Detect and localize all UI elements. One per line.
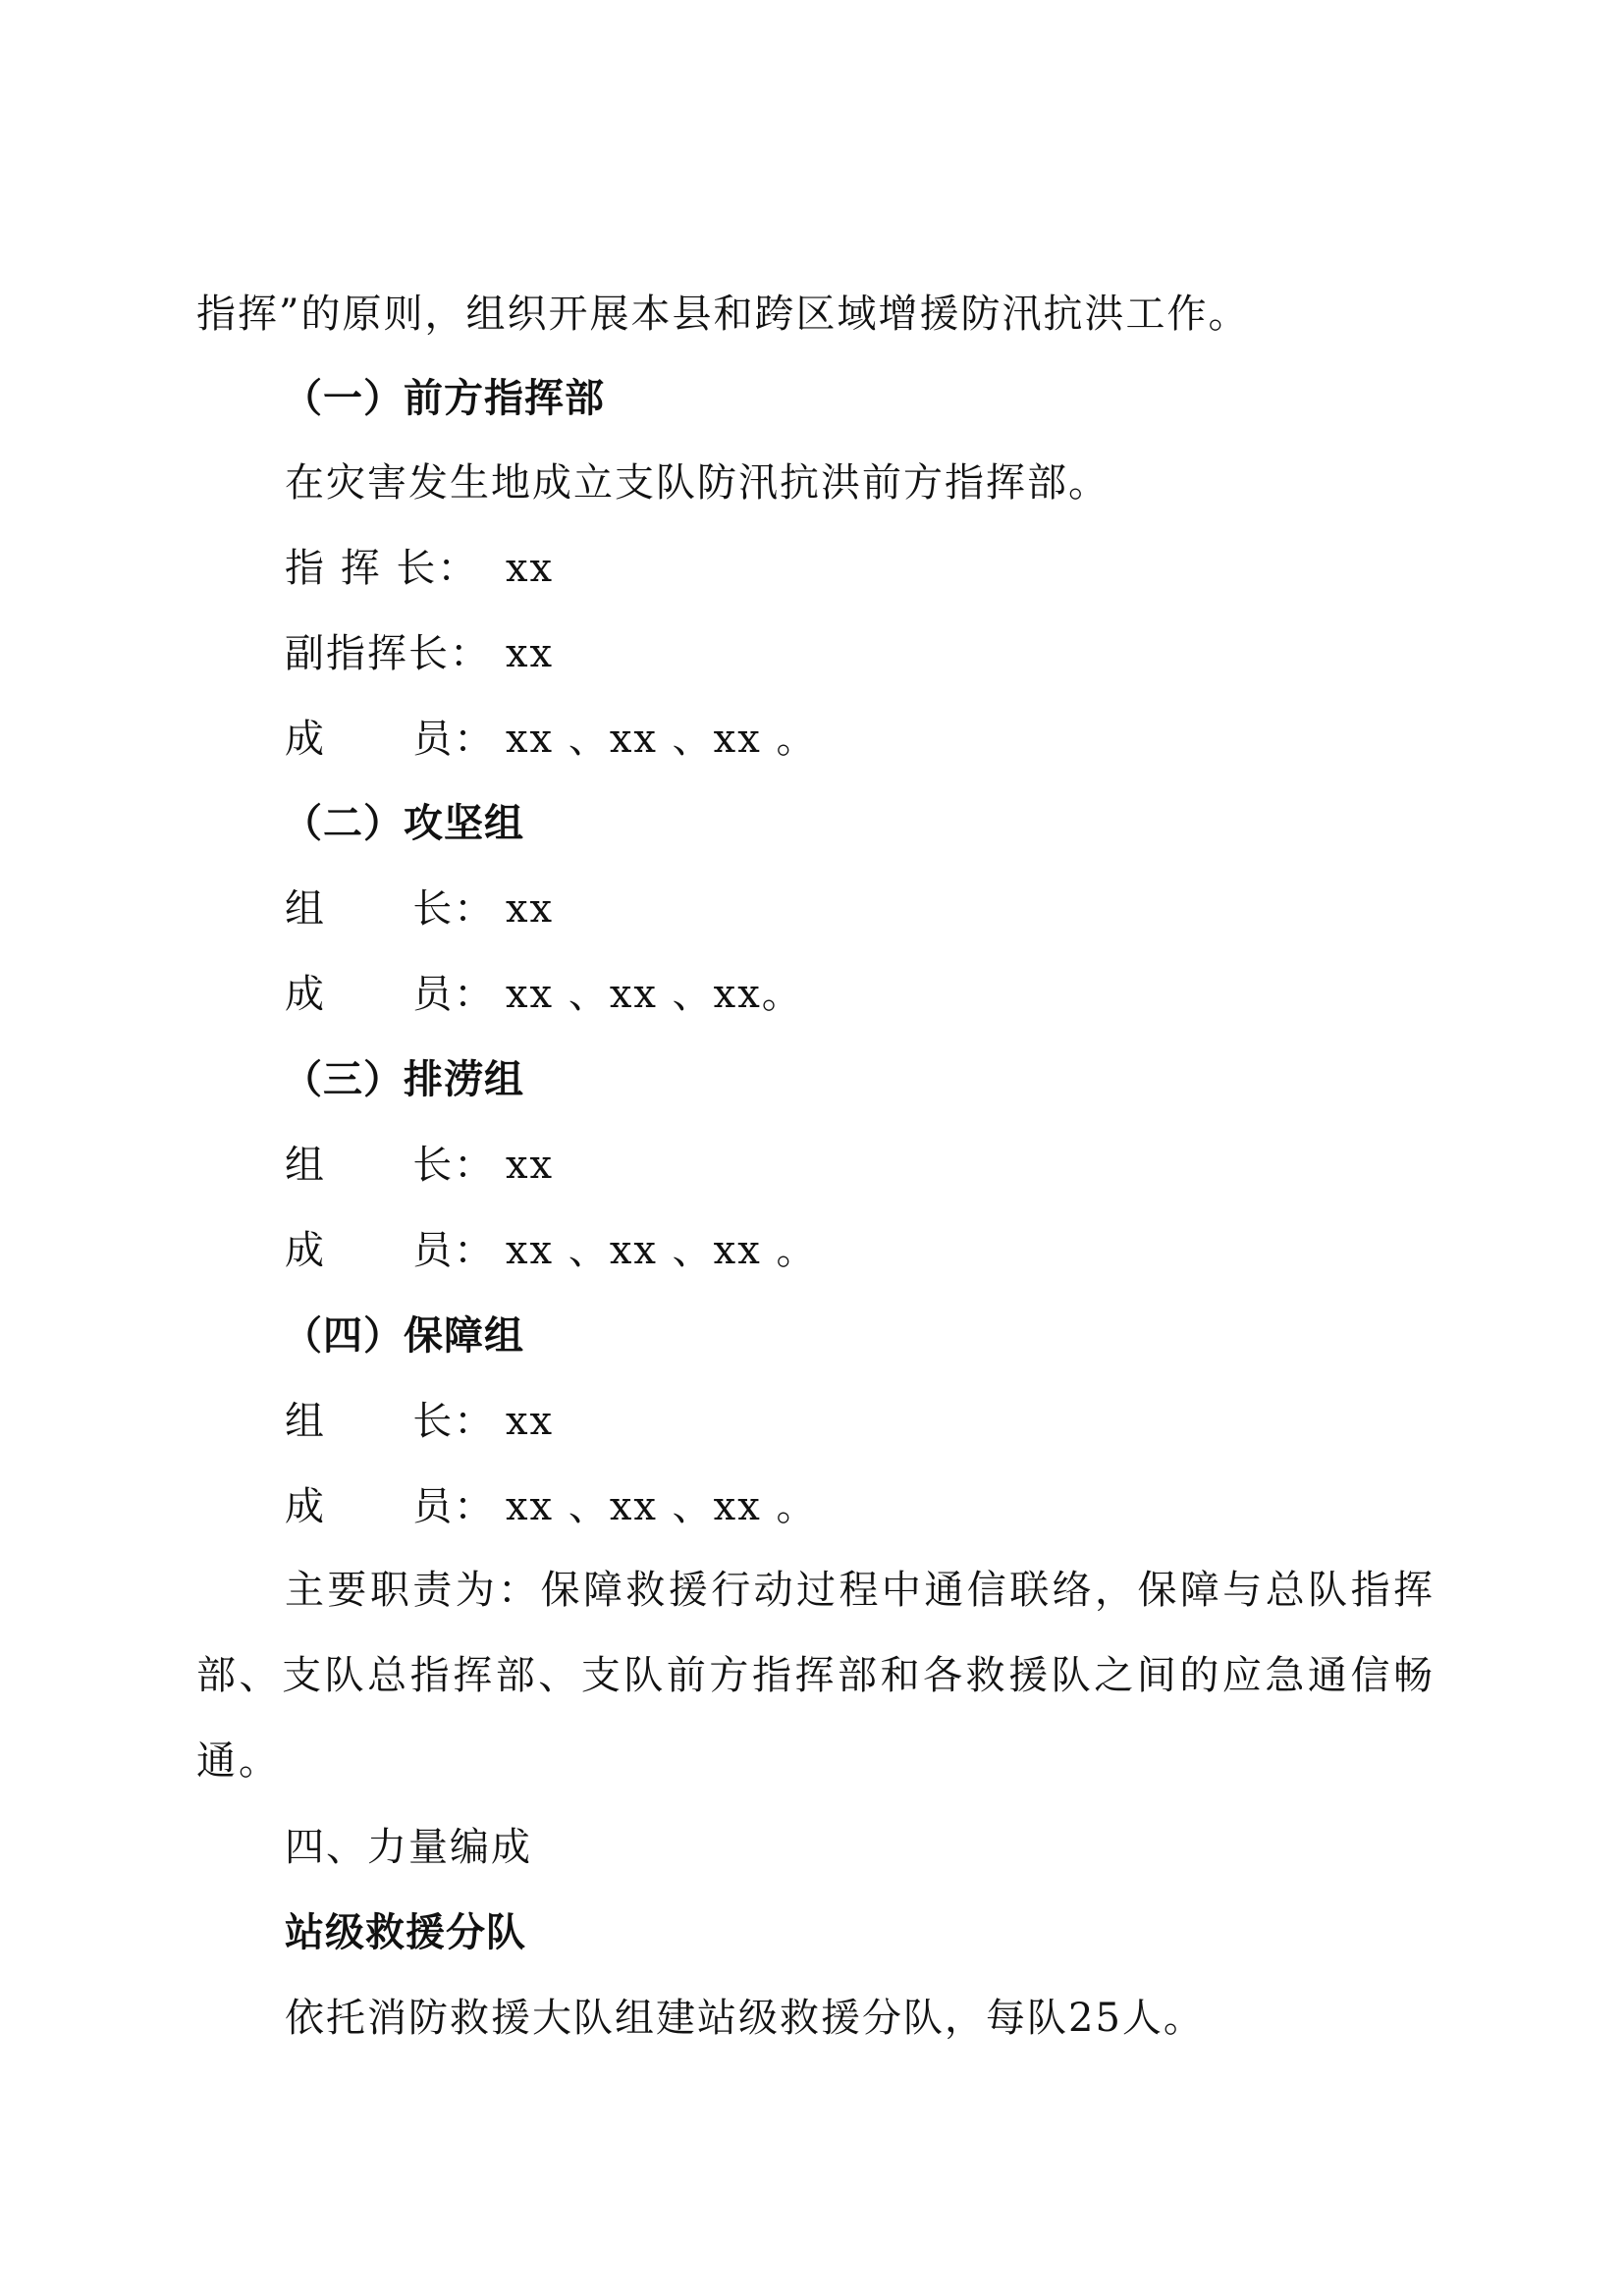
role-label: 组 长： — [285, 1143, 496, 1188]
station-team-description: 依托消防救援大队组建站级救援分队，每队25人。 — [285, 1996, 1205, 2041]
role-label: 指 挥 长： — [285, 546, 479, 591]
section-heading-command: （一）前方指挥部 — [283, 376, 605, 421]
member-row — [285, 1136, 554, 1195]
support-duties-paragraph: 主要职责为：保障救援行动过程中通信联络，保障与总队指挥部、支队总指挥部、支队前方指挥部和各救援队之间的应急通信畅通。 — [196, 1568, 1435, 1784]
role-value: xx 、xx 、xx 。 — [506, 717, 818, 762]
role-label: 成 员： — [285, 1484, 496, 1529]
role-value: xx 、xx 、xx。 — [506, 972, 803, 1017]
role-label: 组 长： — [285, 1399, 496, 1444]
intro-tail-text: 指挥”的原则，组织开展本县和跨区域增援防汛抗洪工作。 — [196, 292, 1250, 337]
role-label: 组 长： — [285, 886, 496, 932]
role-value: xx — [506, 1143, 555, 1188]
section-heading-support: （四）保障组 — [283, 1313, 524, 1359]
part-heading-force-composition: 四、力量编成 — [285, 1825, 532, 1870]
member-row — [285, 624, 554, 683]
role-value: xx — [506, 1399, 555, 1444]
role-label: 成 员： — [285, 972, 496, 1017]
member-row — [285, 1221, 818, 1280]
role-value: xx 、xx 、xx 。 — [506, 1484, 818, 1529]
role-value: xx 、xx 、xx 。 — [506, 1228, 818, 1273]
role-label: 成 员： — [285, 1228, 496, 1273]
section-heading-assault: （二）攻坚组 — [283, 801, 524, 846]
role-label: 副指挥长： — [285, 631, 491, 676]
role-label: 成 员： — [285, 717, 496, 762]
role-value: xx — [506, 886, 555, 932]
member-row — [285, 965, 803, 1024]
member-row — [285, 1392, 554, 1451]
member-row — [285, 880, 554, 938]
subheading-station-rescue-team: 站级救援分队 — [285, 1910, 526, 1955]
role-value: xx — [506, 546, 555, 591]
role-value: xx — [506, 631, 555, 676]
member-row — [285, 1477, 818, 1536]
member-row — [285, 710, 818, 769]
section-heading-drainage: （三）排涝组 — [283, 1057, 524, 1102]
member-row — [285, 539, 554, 598]
section-description-command: 在灾害发生地成立支队防汛抗洪前方指挥部。 — [285, 460, 1110, 506]
